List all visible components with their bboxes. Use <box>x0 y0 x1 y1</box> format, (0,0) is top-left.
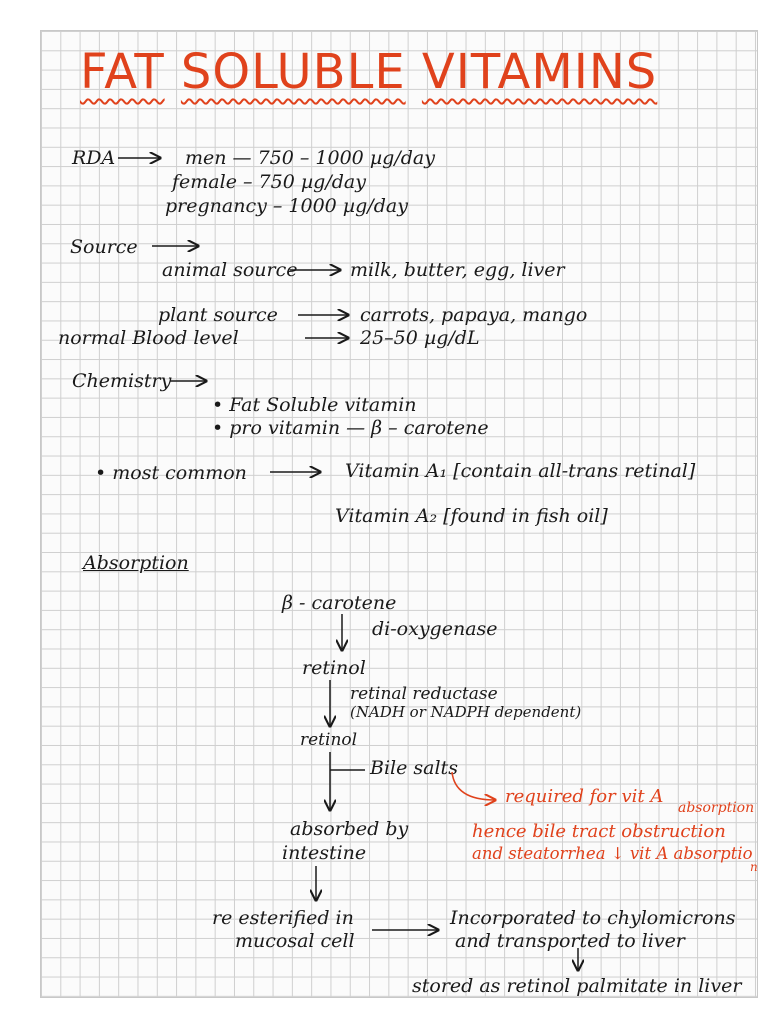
most-common-label: • most common <box>95 462 247 484</box>
dioxygenase: di-oxygenase <box>372 618 498 640</box>
nadh-dependent: (NADH or NADPH dependent) <box>350 703 582 721</box>
bile-salts: Bile salts <box>370 757 458 779</box>
retinol-2: retinol <box>300 730 358 750</box>
rda-men: men — 750 – 1000 µg/day <box>185 147 435 169</box>
absorbed-by: absorbed by <box>290 818 409 840</box>
retinal-reductase: retinal reductase <box>350 684 498 704</box>
blood-level-label: normal Blood level <box>58 327 239 349</box>
vitamin-a1: Vitamin A₁ [contain all-trans retinal] <box>345 460 696 482</box>
rda-label: RDA <box>72 147 116 169</box>
rda-female: female – 750 µg/day <box>172 171 366 193</box>
reesterified-in: re esterified in <box>212 907 354 929</box>
arrow-bile-note <box>452 772 495 800</box>
title-word-soluble: SOLUBLE <box>180 44 406 100</box>
rda-pregnancy: pregnancy – 1000 µg/day <box>165 195 408 217</box>
note-steatorrhea: and steatorrhea ↓ vit A absorptio <box>472 844 753 863</box>
stored-retinol-palmitate: stored as retinol palmitate in liver <box>412 975 742 997</box>
incorporated-chylomicrons: Incorporated to chylomicrons <box>450 907 736 929</box>
intestine: intestine <box>282 842 367 864</box>
note-required: required for vit A <box>505 786 664 807</box>
chemistry-bullet-2: • pro vitamin — β – carotene <box>212 417 489 439</box>
source-label: Source <box>70 236 138 258</box>
note-bile-tract: hence bile tract obstruction <box>472 821 726 842</box>
animal-source-items: milk, butter, egg, liver <box>350 259 565 281</box>
blood-level-value: 25–50 µg/dL <box>360 327 480 349</box>
chemistry-bullet-1: • Fat Soluble vitamin <box>212 394 417 416</box>
mucosal-cell: mucosal cell <box>235 930 355 952</box>
plant-source-items: carrots, papaya, mango <box>360 304 588 326</box>
plant-source-label: plant source <box>158 304 278 326</box>
note-n-char: n <box>750 860 758 874</box>
note-absorption-word: absorption <box>678 800 755 816</box>
absorption-label: Absorption <box>83 552 189 574</box>
beta-carotene: β - carotene <box>282 592 397 614</box>
transported-to-liver: and transported to liver <box>455 930 685 952</box>
animal-source-label: animal source <box>162 259 298 281</box>
chemistry-label: Chemistry <box>72 370 172 392</box>
title-word-vitamins: VITAMINS <box>421 44 658 100</box>
vitamin-a2: Vitamin A₂ [found in fish oil] <box>335 505 608 527</box>
retinol-1: retinol <box>302 657 366 679</box>
title-word-fat: FAT <box>80 44 165 100</box>
